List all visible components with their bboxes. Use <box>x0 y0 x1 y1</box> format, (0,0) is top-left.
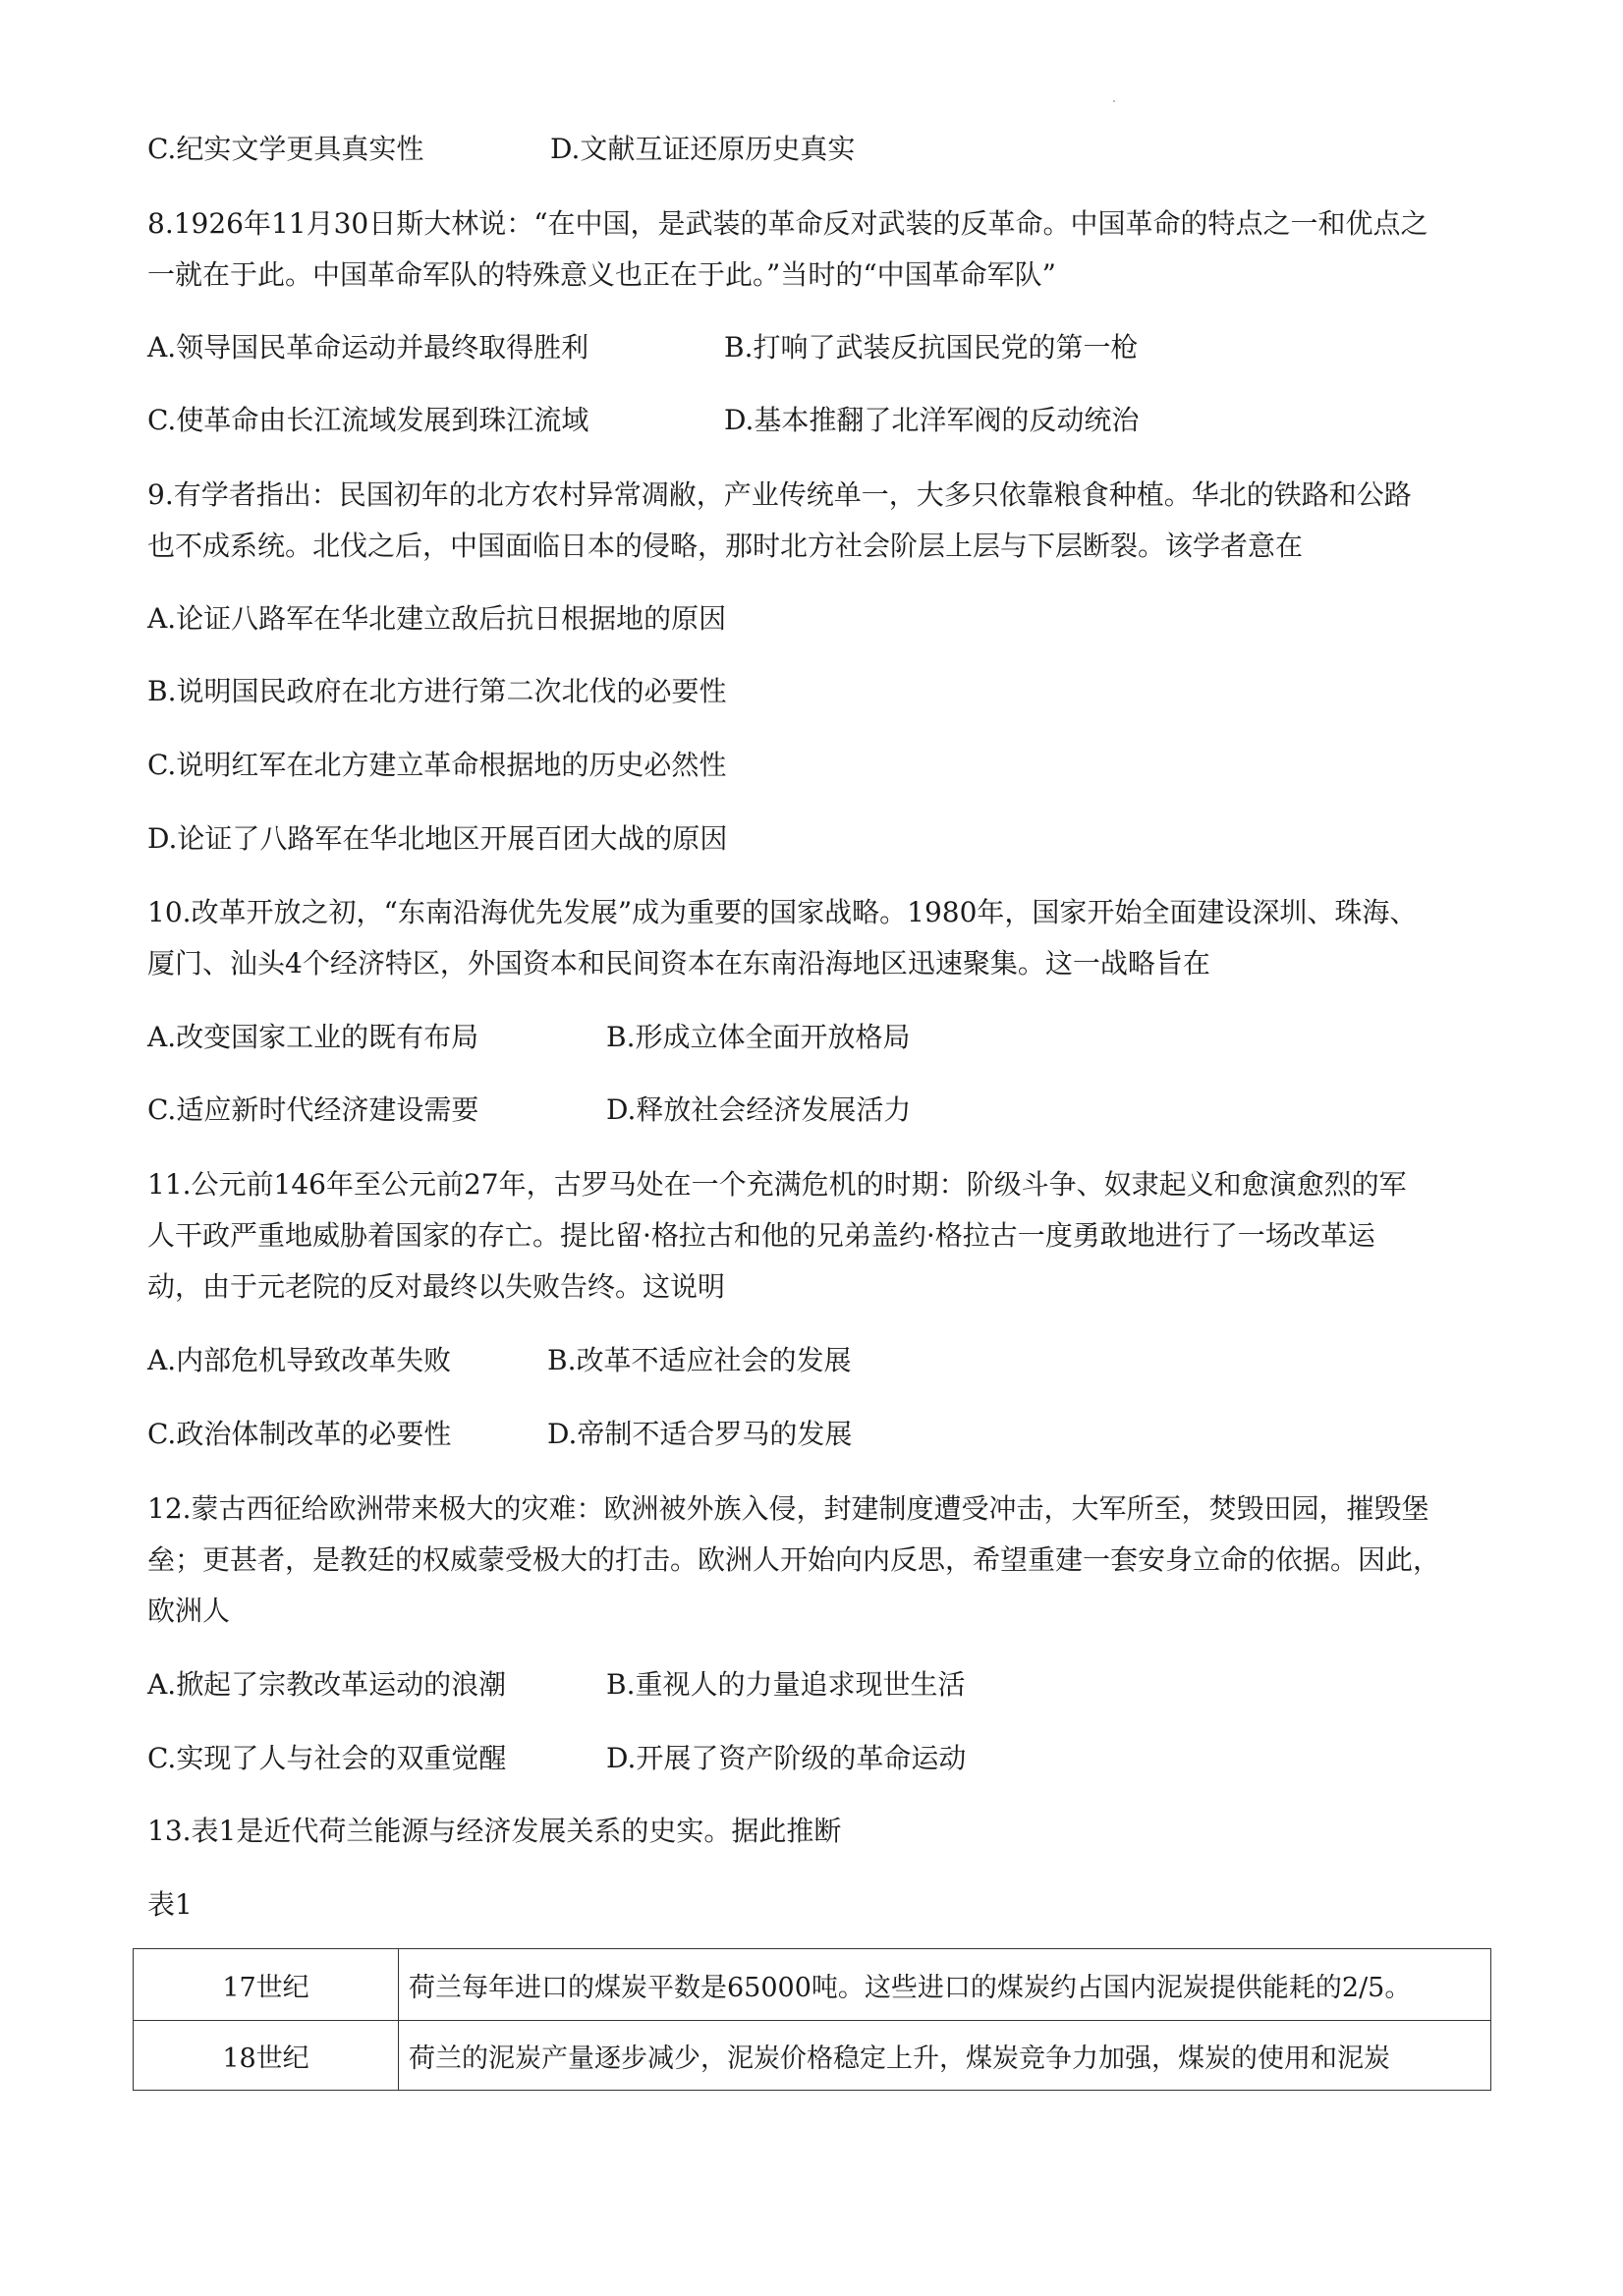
table-row <box>134 2021 1491 2091</box>
q9-option-b: B.说明国民政府在北方进行第二次北伐的必要性 <box>147 675 727 707</box>
q7-option-d: D.文献互证还原历史真实 <box>550 133 856 165</box>
q12-option-a: A.掀起了宗教改革运动的浪潮 <box>147 1668 507 1701</box>
q10-option-d: D.释放社会经济发展活力 <box>606 1093 912 1126</box>
q10-stem-line-2: 厦门、汕头4个经济特区，外国资本和民间资本在东南沿海地区迅速聚集。这一战略旨在 <box>147 947 1210 980</box>
q10-option-a: A.改变国家工业的既有布局 <box>147 1021 479 1053</box>
q8-stem-line-1: 8.1926年11月30日斯大林说：“在中国，是武装的革命反对武装的反革命。中国革命的特点之一和优点之 <box>147 207 1428 240</box>
q8-option-a: A.领导国民革命运动并最终取得胜利 <box>147 331 589 364</box>
q12-option-d: D.开展了资产阶级的革命运动 <box>606 1742 967 1774</box>
q12-stem-line-2: 垒；更甚者，是教廷的权威蒙受极大的打击。欧洲人开始向内反思，希望重建一套安身立命的依据。因此， <box>147 1543 1441 1576</box>
q11-stem-line-1: 11.公元前146年至公元前27年，古罗马处在一个充满危机的时期：阶级斗争、奴隶起义和愈演愈烈的军 <box>147 1168 1407 1201</box>
q11-option-b: B.改革不适应社会的发展 <box>547 1344 852 1376</box>
q9-option-c: C.说明红军在北方建立革命根据地的历史必然性 <box>147 749 727 781</box>
energy-facts-table <box>133 1948 1491 2091</box>
scan-speck <box>1113 100 1115 102</box>
q11-stem-line-3: 动，由于元老院的反对最终以失败告终。这说明 <box>147 1270 726 1303</box>
q12-stem-line-3: 欧洲人 <box>147 1595 231 1627</box>
q7-option-c: C.纪实文学更具真实性 <box>147 133 424 165</box>
table-row <box>134 1949 1491 2021</box>
table-cell-fact: 荷兰每年进口的煤炭平数是65000吨。这些进口的煤炭约占国内泥炭提供能耗的2/5。 <box>399 1949 1491 2021</box>
q8-option-c: C.使革命由长江流域发展到珠江流域 <box>147 404 589 436</box>
q9-option-a: A.论证八路军在华北建立敌后抗日根据地的原因 <box>147 602 727 635</box>
q11-option-d: D.帝制不适合罗马的发展 <box>547 1418 853 1450</box>
q11-stem-line-2: 人干政严重地威胁着国家的存亡。提比留·格拉古和他的兄弟盖约·格拉古一度勇敢地进行了一场改革运 <box>147 1219 1375 1252</box>
q8-option-b: B.打响了武装反抗国民党的第一枪 <box>724 331 1139 364</box>
q10-option-c: C.适应新时代经济建设需要 <box>147 1093 479 1126</box>
q9-option-d: D.论证了八路军在华北地区开展百团大战的原因 <box>147 822 728 855</box>
q10-stem-line-1: 10.改革开放之初，“东南沿海优先发展”成为重要的国家战略。1980年，国家开始全面建设深圳、珠海、 <box>147 896 1418 928</box>
q13-stem: 13.表1是近代荷兰能源与经济发展关系的史实。据此推断 <box>147 1815 842 1847</box>
q8-stem-line-2: 一就在于此。中国革命军队的特殊意义也正在于此。”当时的“中国革命军队” <box>147 258 1056 291</box>
q11-option-c: C.政治体制改革的必要性 <box>147 1418 452 1450</box>
q12-option-c: C.实现了人与社会的双重觉醒 <box>147 1742 507 1774</box>
q9-stem-line-1: 9.有学者指出：民国初年的北方农村异常凋敝，产业传统单一，大多只依靠粮食种植。华北的铁路和公路 <box>147 478 1412 511</box>
table-caption: 表1 <box>147 1888 193 1921</box>
q12-stem-line-1: 12.蒙古西征给欧洲带来极大的灾难：欧洲被外族入侵，封建制度遭受冲击，大军所至，焚毁田园，摧毁堡 <box>147 1492 1429 1525</box>
table-cell-era: 18世纪 <box>134 2021 399 2091</box>
q11-option-a: A.内部危机导致改革失败 <box>147 1344 452 1376</box>
q9-stem-line-2: 也不成系统。北伐之后，中国面临日本的侵略，那时北方社会阶层上层与下层断裂。该学者意在 <box>147 530 1304 562</box>
q10-option-b: B.形成立体全面开放格局 <box>606 1021 911 1053</box>
q12-option-b: B.重视人的力量追求现世生活 <box>606 1668 966 1701</box>
q8-option-d: D.基本推翻了北洋军阀的反动统治 <box>724 404 1140 436</box>
table-cell-era: 17世纪 <box>134 1949 399 2021</box>
table-cell-fact: 荷兰的泥炭产量逐步减少，泥炭价格稳定上升，煤炭竞争力加强，煤炭的使用和泥炭 <box>399 2021 1491 2091</box>
